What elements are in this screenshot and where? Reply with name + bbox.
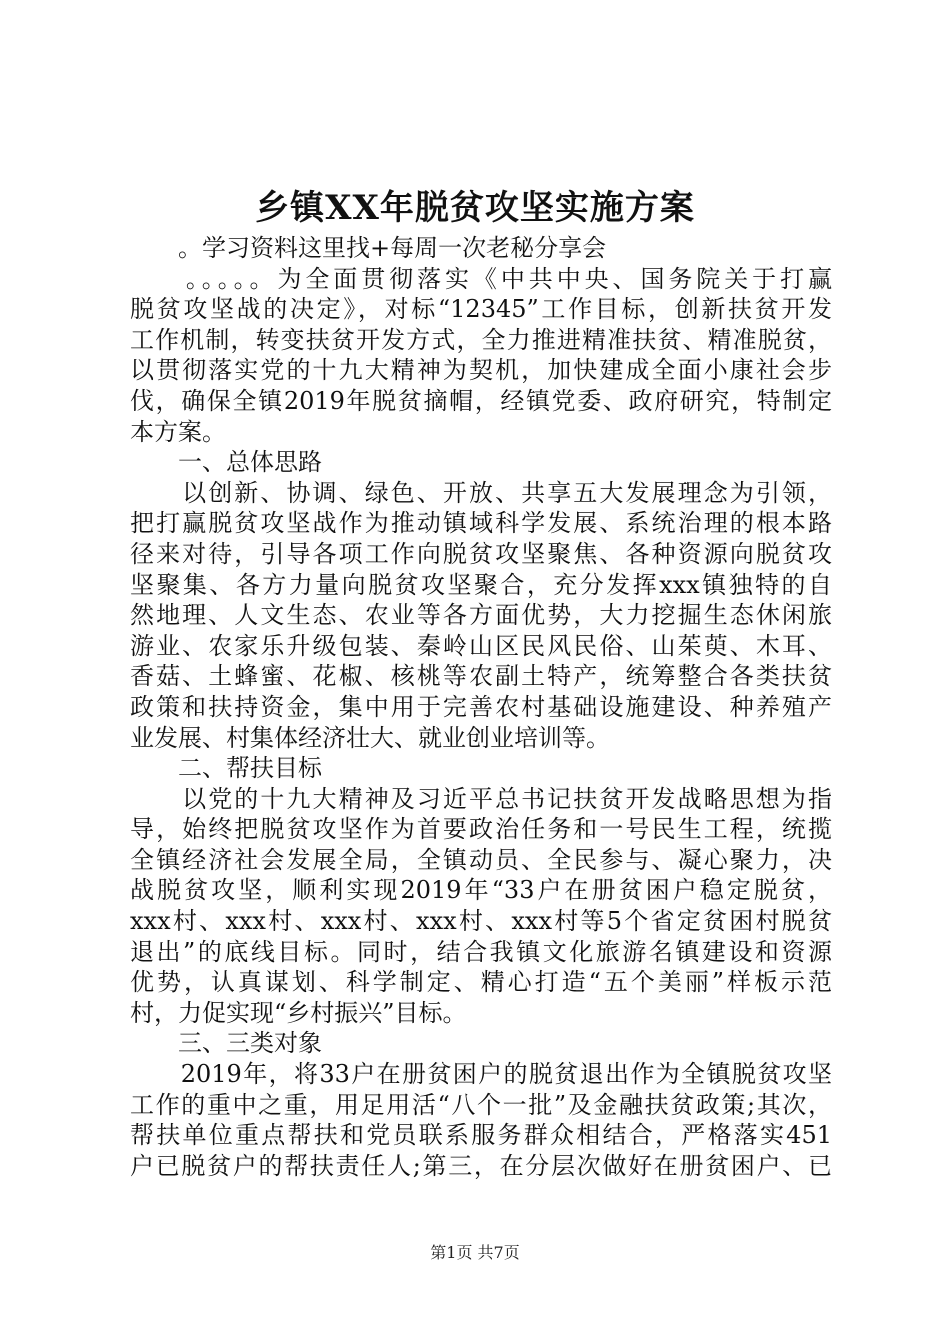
body-line: 然地理、人文生态、农业等各方面优势，大力挖掘生态休闲旅 xyxy=(130,601,832,630)
body-line: 帮扶单位重点帮扶和党员联系服务群众相结合，严格落实451 xyxy=(130,1121,832,1150)
body-line: 工作机制，转变扶贫开发方式，全力推进精准扶贫、精准脱贫， xyxy=(130,325,832,354)
body-line: 坚聚集、各方力量向脱贫攻坚聚合，充分发挥xxx镇独特的自 xyxy=(130,570,832,599)
body-line: 游业、农家乐升级包装、秦岭山区民风民俗、山茱萸、木耳、 xyxy=(130,631,832,660)
body-line: 政策和扶持资金，集中用于完善农村基础设施建设、种养殖产 xyxy=(130,692,832,721)
body-line: 工作的重中之重，用足用活“八个一批”及金融扶贫政策;其次， xyxy=(130,1090,832,1119)
section-heading: 一、总体思路 xyxy=(130,448,322,477)
body-line: 。学习资料这里找+每周一次老秘分享会 xyxy=(130,234,607,262)
document-title: 乡镇XX年脱贫攻坚实施方案 xyxy=(255,188,695,228)
document-body xyxy=(130,233,832,1181)
body-line: 业发展、村集体经济壮大、就业创业培训等。 xyxy=(130,723,610,752)
body-line: 脱贫攻坚战的决定》，对标“12345”工作目标，创新扶贫开发 xyxy=(130,295,832,324)
body-line: 本方案。 xyxy=(130,417,226,446)
body-line: 把打赢脱贫攻坚战作为推动镇域科学发展、系统治理的根本路 xyxy=(130,509,832,538)
body-line: 伐，确保全镇2019年脱贫摘帽，经镇党委、政府研究，特制定 xyxy=(130,386,832,415)
body-line: 户已脱贫户的帮扶责任人;第三，在分层次做好在册贫困户、已 xyxy=(130,1151,832,1180)
page-number-footer: 第1页 共7页 xyxy=(430,1243,520,1262)
body-line: 以贯彻落实党的十九大精神为契机，加快建成全面小康社会步 xyxy=(130,356,832,385)
body-line: 2019年，将33户在册贫困户的脱贫退出作为全镇脱贫攻坚 xyxy=(130,1060,832,1089)
body-line: 战脱贫攻坚，顺利实现2019年“33户在册贫困户稳定脱贫， xyxy=(130,876,832,905)
body-line: 优势，认真谋划、科学制定、精心打造“五个美丽”样板示范 xyxy=(130,968,832,997)
body-line: 以党的十九大精神及习近平总书记扶贫开发战略思想为指 xyxy=(130,784,832,813)
body-line: 全镇经济社会发展全局，全镇动员、全民参与、凝心聚力，决 xyxy=(130,845,832,874)
body-line: 退出”的底线目标。同时，结合我镇文化旅游名镇建设和资源 xyxy=(130,937,832,966)
body-line: 。。。。。为全面贯彻落实《中共中央、国务院关于打赢 xyxy=(130,264,832,293)
body-line: 村，力促实现“乡村振兴”目标。 xyxy=(130,998,467,1027)
body-line: 径来对待，引导各项工作向脱贫攻坚聚焦、各种资源向脱贫攻 xyxy=(130,539,832,568)
body-line: xxx村、xxx村、xxx村、xxx村、xxx村等5个省定贫困村脱贫 xyxy=(130,907,832,936)
body-line: 以创新、协调、绿色、开放、共享五大发展理念为引领， xyxy=(130,478,832,507)
body-line: 香菇、土蜂蜜、花椒、核桃等农副土特产，统筹整合各类扶贫 xyxy=(130,662,832,691)
body-line: 导，始终把脱贫攻坚作为首要政治任务和一号民生工程，统揽 xyxy=(130,815,832,844)
section-heading: 二、帮扶目标 xyxy=(130,754,322,783)
section-heading: 三、三类对象 xyxy=(130,1029,322,1058)
